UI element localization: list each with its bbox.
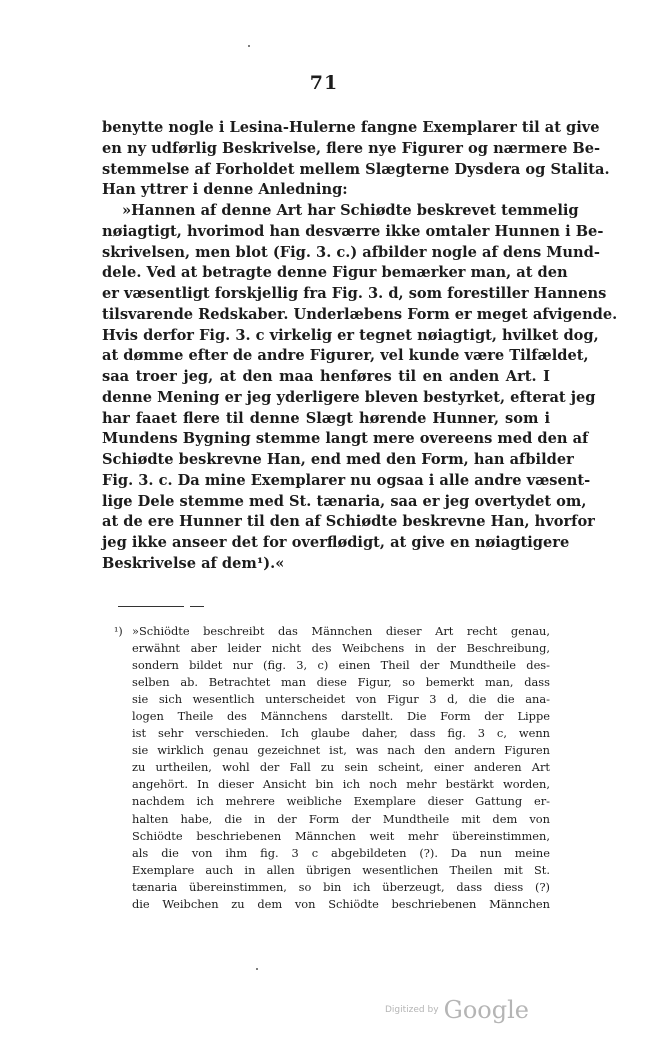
text-line: »Hannen af denne Art har Schiødte beskrevet temmelig [122, 202, 579, 219]
footnote-line: »Schiödte beschreibt das Männchen dieser Art recht genau, [132, 624, 550, 638]
footnote-line: ist sehr verschieden. Ich glaube daher, dass fig. 3 c, wenn [132, 726, 550, 741]
text-line: at de ere Hunner til den af Schiødte beskrevne Han, hvorfor [102, 513, 595, 531]
text-line: Mundens Bygning stemme langt mere overeens med den af [102, 430, 589, 448]
text-line: jeg ikke anseer det for overflødigt, at give en nøiagtigere [102, 534, 570, 551]
digitized-watermark [385, 996, 529, 1024]
text-line: saa troer jeg, at den maa henføres til en anden Art. I [102, 368, 550, 385]
footnote-line: Schiödte beschriebenen Männchen weit mehr übereinstimmen, [132, 828, 550, 843]
footnote-line: die Weibchen zu dem von Schiödte beschriebenen Männchen [132, 896, 550, 911]
footnote-line: Exemplare auch in allen übrigen wesentlichen Theilen mit St. [132, 862, 550, 877]
text-line: Schiødte beskrevne Han, end med den Form, han afbilder [102, 451, 574, 468]
footnote-line: selben ab. Betrachtet man diese Figur, so bemerkt man, dass [132, 675, 550, 690]
text-line: denne Mening er jeg yderligere bleven bestyrket, efterat jeg [102, 388, 596, 406]
paper-speck [248, 45, 250, 47]
footnote-divider [118, 606, 184, 607]
footnote-line: sie sich wesentlich unterscheidet von Figur 3 d, die die ana- [132, 692, 550, 707]
text-line: Fig. 3. c. Da mine Exemplarer nu ogsaa i alle andre væsent- [102, 471, 591, 489]
text-line: lige Dele stemme med St. tænaria, saa er jeg overtydet om, [102, 492, 587, 510]
watermark-brand: Google [443, 996, 529, 1024]
footnote-marker: ¹) [114, 625, 123, 638]
paper-speck [256, 968, 258, 970]
text-line: Beskrivelse af dem¹).« [102, 554, 285, 572]
text-line: dele. Ved at betragte denne Figur bemærker man, at den [102, 264, 568, 282]
text-line: Han yttrer i denne Anledning: [102, 181, 348, 199]
page-number: 71 [309, 72, 339, 94]
text-line: Hvis derfor Fig. 3. c virkelig er tegnet nøiagtigt, hvilket dog, [102, 326, 599, 344]
footnote-block [114, 623, 550, 913]
text-line: benytte nogle i Lesina-Hulerne fangne Exemplarer til at give [102, 119, 600, 136]
text-line: skrivelsen, men blot (Fig. 3. c.) afbilder nogle af dens Mund- [102, 243, 600, 261]
footnote-line: nachdem ich mehrere weibliche Exemplare dieser Gattung er- [132, 794, 550, 809]
footnote-line: logen Theile des Männchens darstellt. Die Form der Lippe [132, 709, 550, 724]
text-line: er væsentligt forskjellig fra Fig. 3. d, som forestiller Hannens [102, 285, 607, 302]
footnote-line: angehört. In dieser Ansicht bin ich noch mehr bestärkt worden, [132, 777, 550, 792]
watermark-prefix: Digitized by [385, 1005, 439, 1015]
footnote-line: als die von ihm fig. 3 c abgebildeten (?). Da nun meine [132, 845, 550, 860]
footnote-line: sondern bildet nur (fig. 3, c) einen Theil der Mundtheile des- [132, 658, 550, 673]
footnote-line: tænaria übereinstimmen, so bin ich überzeugt, dass diess (?) [132, 879, 550, 894]
text-line: at dømme efter de andre Figurer, vel kunde være Tilfældet, [102, 347, 589, 365]
text-line: har faaet flere til denne Slægt hørende Hunner, som i [102, 409, 550, 427]
footnote-line: zu urtheilen, wohl der Fall zu sein scheint, einer anderen Art [132, 760, 550, 775]
footnote-line: erwähnt aber leider nicht des Weibchens in der Beschreibung, [132, 641, 550, 656]
text-line: stemmelse af Forholdet mellem Slægterne Dysdera og Stalita. [102, 160, 610, 178]
text-line: en ny udførlig Beskrivelse, flere nye Figurer og nærmere Be- [102, 139, 601, 157]
footnote-line: halten habe, die in der Form der Mundtheile mit dem von [132, 811, 550, 826]
footnote-line: sie wirklich genau gezeichnet ist, was nach den andern Figuren [132, 743, 550, 758]
text-line: tilsvarende Redskaber. Underlæbens Form er meget afvigende. [102, 305, 618, 323]
text-line: nøiagtigt, hvorimod han desværre ikke omtaler Hunnen i Be- [102, 222, 604, 240]
main-text-block [102, 118, 618, 575]
footnote-divider-short [190, 606, 204, 607]
